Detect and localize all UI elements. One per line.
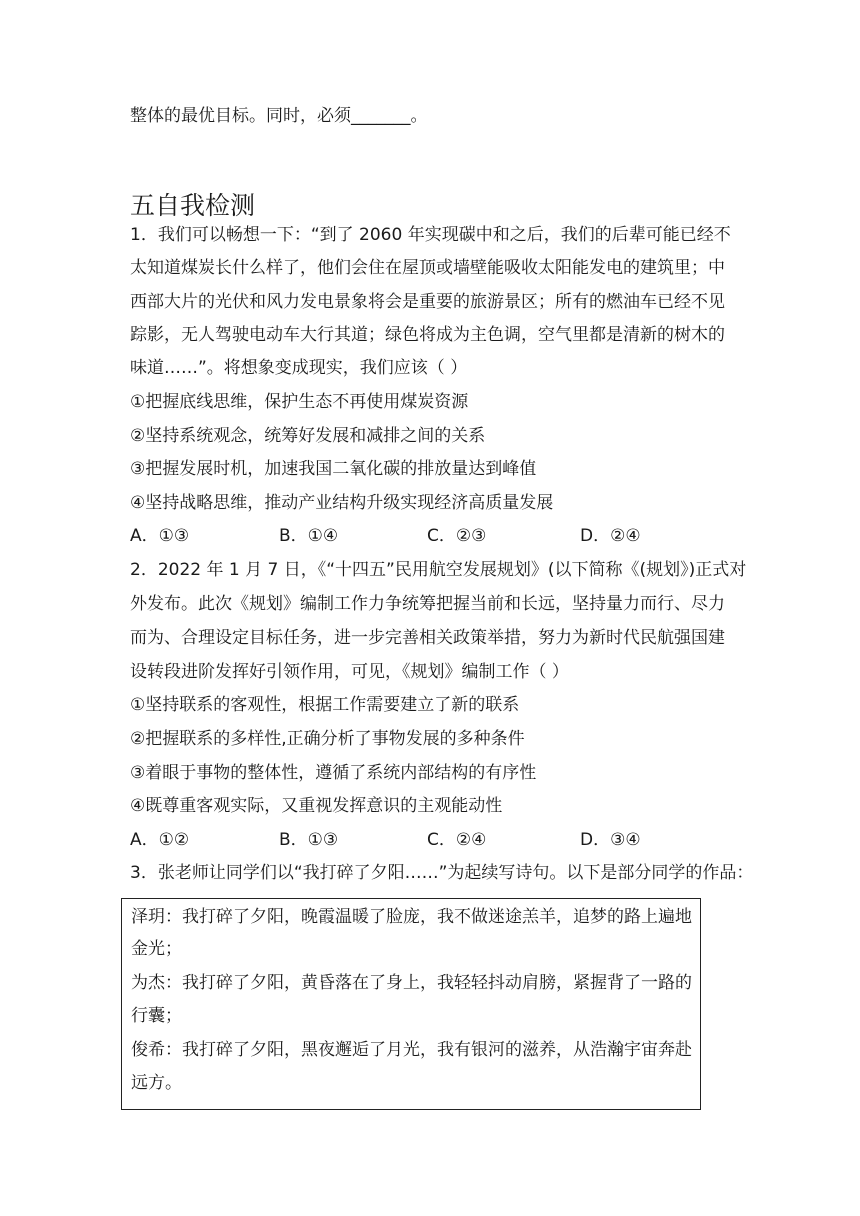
q1-statement: ①把握底线思维，保护生态不再使用煤炭资源: [130, 392, 469, 412]
intro-line: 整体的最优目标。同时，必须_______。: [130, 106, 428, 126]
q3-stem-line: 3．张老师让同学们以“我打碎了夕阳……”为起续写诗句。以下是部分同学的作品：: [130, 863, 754, 883]
q1-statement: ③把握发展时机，加速我国二氧化碳的排放量达到峰值: [130, 459, 537, 479]
q2-stem-line: 设转段进阶发挥好引领作用，可见，《规划》编制工作（ ）: [130, 662, 569, 682]
q2-option-d[interactable]: D．③④: [580, 830, 641, 850]
section-title: 五自我检测: [130, 191, 256, 220]
q1-option-c[interactable]: C．②③: [427, 526, 487, 546]
poem-line: 行囊；: [131, 1006, 182, 1026]
q2-statement: ②把握联系的多样性,正确分析了事物发展的多种条件: [130, 729, 525, 749]
q2-stem-line: 外发布。此次《规划》编制工作力争统筹把握当前和长远，坚持量力而行、尽力: [130, 594, 725, 614]
q1-option-d[interactable]: D．②④: [580, 526, 641, 546]
poem-line: 金光；: [131, 939, 182, 959]
poem-line: 为杰：我打碎了夕阳，黄昏落在了身上，我轻轻抖动肩膀，紧握背了一路的: [131, 973, 692, 993]
q1-stem-line: 味道……”。将想象变成现实，我们应该（ ）: [130, 358, 468, 378]
q1-option-b[interactable]: B．①④: [279, 526, 339, 546]
q2-stem-line: 而为、合理设定目标任务，进一步完善相关政策举措，努力为新时代民航强国建: [130, 628, 725, 648]
q2-option-b[interactable]: B．①③: [279, 830, 339, 850]
q1-stem-line: 踪影，无人驾驶电动车大行其道；绿色将成为主色调，空气里都是清新的树木的: [130, 325, 725, 345]
q1-stem-line: 1．我们可以畅想一下：“到了 2060 年实现碳中和之后，我们的后辈可能已经不: [130, 225, 731, 245]
q1-stem-line: 西部大片的光伏和风力发电景象将会是重要的旅游景区；所有的燃油车已经不见: [130, 292, 725, 312]
q2-statement: ④既尊重客观实际，又重视发挥意识的主观能动性: [130, 796, 503, 816]
poem-line: 远方。: [131, 1073, 182, 1093]
q1-statement: ④坚持战略思维，推动产业结构升级实现经济高质量发展: [130, 493, 554, 513]
q2-option-a[interactable]: A．①②: [130, 830, 190, 850]
poem-line: 泽玥：我打碎了夕阳，晚霞温暖了脸庞，我不做迷途羔羊，追梦的路上遍地: [131, 907, 692, 927]
q2-stem-line: 2．2022 年 1 月 7 日，《“十四五”民用航空发展规划》(以下简称《(规划》)正式对: [130, 560, 747, 580]
q2-statement: ①坚持联系的客观性，根据工作需要建立了新的联系: [130, 695, 520, 715]
q1-option-a[interactable]: A．①③: [130, 526, 190, 546]
q1-stem-line: 太知道煤炭长什么样了，他们会住在屋顶或墙壁能吸收太阳能发电的建筑里；中: [130, 258, 725, 278]
q2-statement: ③着眼于事物的整体性，遵循了系统内部结构的有序性: [130, 763, 537, 783]
q2-option-c[interactable]: C．②④: [427, 830, 487, 850]
poem-box: [121, 898, 701, 1110]
poem-line: 俊希：我打碎了夕阳，黑夜邂逅了月光，我有银河的滋养，从浩瀚宇宙奔赴: [131, 1040, 692, 1060]
q1-statement: ②坚持系统观念，统筹好发展和减排之间的关系: [130, 426, 486, 446]
